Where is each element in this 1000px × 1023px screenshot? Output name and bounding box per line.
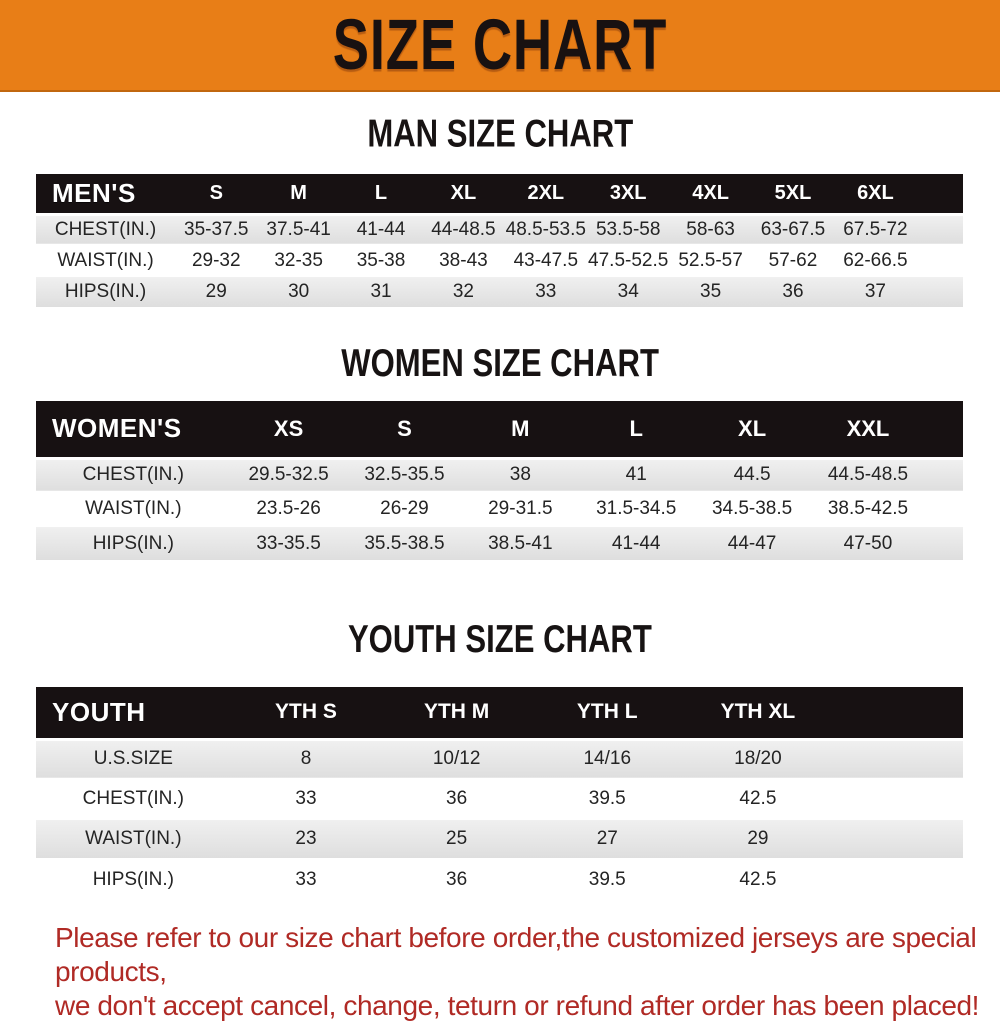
value-cell: 52.5-57	[669, 245, 751, 276]
value-cell: 39.5	[532, 779, 683, 819]
value-cell: 44-47	[694, 526, 810, 560]
value-cell: 33	[231, 779, 382, 819]
value-cell: 35.5-38.5	[347, 526, 463, 560]
size-column-header: YTH M	[381, 687, 532, 739]
value-cell: 38	[462, 458, 578, 492]
table-row	[36, 276, 963, 307]
value-cell: 58-63	[669, 214, 751, 245]
footer-line-2: we don't accept cancel, change, teturn or refund after order has been placed!	[55, 990, 980, 1022]
size-column-header: YTH XL	[683, 687, 834, 739]
row-label-cell: U.S.SIZE	[36, 739, 231, 779]
size-column-header: YTH S	[231, 687, 382, 739]
value-cell: 38.5-41	[462, 526, 578, 560]
value-cell: 36	[381, 859, 532, 899]
footer-note	[55, 921, 990, 1023]
value-cell: 57-62	[752, 245, 834, 276]
value-cell: 32-35	[257, 245, 339, 276]
value-cell: 8	[231, 739, 382, 779]
table-title-cell: MEN'S	[36, 174, 175, 214]
value-cell: 18/20	[683, 739, 834, 779]
spacer-cell	[833, 687, 963, 739]
table-title-cell: WOMEN'S	[36, 401, 231, 458]
value-cell: 23	[231, 819, 382, 859]
row-label-cell: CHEST(IN.)	[36, 458, 231, 492]
value-cell: 31.5-34.5	[578, 492, 694, 526]
value-cell: 14/16	[532, 739, 683, 779]
table-row	[36, 214, 963, 245]
size-column-header: S	[175, 174, 257, 214]
value-cell: 23.5-26	[231, 492, 347, 526]
row-label-cell: WAIST(IN.)	[36, 819, 231, 859]
value-cell: 62-66.5	[834, 245, 916, 276]
value-cell: 47.5-52.5	[587, 245, 669, 276]
women-section-heading-text: WOMEN SIZE CHART	[341, 340, 659, 385]
banner-title: SIZE CHART	[332, 5, 668, 85]
table-header-row	[36, 401, 963, 458]
row-label-cell: CHEST(IN.)	[36, 779, 231, 819]
value-cell: 36	[752, 276, 834, 307]
size-column-header: M	[462, 401, 578, 458]
table-row	[36, 492, 963, 526]
table-row	[36, 819, 963, 859]
value-cell: 33	[231, 859, 382, 899]
youth-section-heading	[0, 616, 1000, 661]
value-cell: 32	[422, 276, 504, 307]
value-cell: 29	[683, 819, 834, 859]
spacer-cell	[917, 174, 963, 214]
man-section-heading	[0, 111, 1000, 156]
value-cell: 47-50	[810, 526, 926, 560]
row-label-cell: HIPS(IN.)	[36, 859, 231, 899]
value-cell: 43-47.5	[505, 245, 587, 276]
value-cell: 35-37.5	[175, 214, 257, 245]
banner	[0, 0, 1000, 92]
value-cell: 36	[381, 779, 532, 819]
spacer-cell	[917, 245, 963, 276]
value-cell: 35	[669, 276, 751, 307]
row-label-cell: WAIST(IN.)	[36, 245, 175, 276]
table-row	[36, 458, 963, 492]
value-cell: 48.5-53.5	[505, 214, 587, 245]
size-column-header: 6XL	[834, 174, 916, 214]
value-cell: 63-67.5	[752, 214, 834, 245]
row-label-cell: WAIST(IN.)	[36, 492, 231, 526]
youth-section-heading-text: YOUTH SIZE CHART	[348, 616, 652, 661]
spacer-cell	[833, 819, 963, 859]
value-cell: 32.5-35.5	[347, 458, 463, 492]
value-cell: 39.5	[532, 859, 683, 899]
size-column-header: S	[347, 401, 463, 458]
value-cell: 38-43	[422, 245, 504, 276]
value-cell: 34.5-38.5	[694, 492, 810, 526]
value-cell: 29-32	[175, 245, 257, 276]
table-row	[36, 526, 963, 560]
table-header-row	[36, 687, 963, 739]
value-cell: 44-48.5	[422, 214, 504, 245]
footer-line-1: Please refer to our size chart before order,the customized jerseys are special products,	[55, 922, 977, 988]
value-cell: 53.5-58	[587, 214, 669, 245]
spacer-cell	[833, 739, 963, 779]
value-cell: 35-38	[340, 245, 422, 276]
table-row	[36, 739, 963, 779]
size-column-header: M	[257, 174, 339, 214]
value-cell: 34	[587, 276, 669, 307]
spacer-cell	[926, 458, 963, 492]
table-header-row	[36, 174, 963, 214]
size-column-header: XS	[231, 401, 347, 458]
spacer-cell	[833, 859, 963, 899]
row-label-cell: CHEST(IN.)	[36, 214, 175, 245]
size-column-header: 5XL	[752, 174, 834, 214]
man-section-heading-text: MAN SIZE CHART	[367, 111, 633, 156]
spacer-cell	[917, 214, 963, 245]
size-column-header: L	[578, 401, 694, 458]
value-cell: 42.5	[683, 779, 834, 819]
men-size-table	[36, 174, 963, 307]
value-cell: 37.5-41	[257, 214, 339, 245]
spacer-cell	[926, 401, 963, 458]
table-row	[36, 859, 963, 899]
size-column-header: XL	[694, 401, 810, 458]
size-column-header: 2XL	[505, 174, 587, 214]
value-cell: 33	[505, 276, 587, 307]
value-cell: 38.5-42.5	[810, 492, 926, 526]
size-column-header: L	[340, 174, 422, 214]
value-cell: 44.5	[694, 458, 810, 492]
row-label-cell: HIPS(IN.)	[36, 276, 175, 307]
value-cell: 30	[257, 276, 339, 307]
spacer-cell	[833, 779, 963, 819]
value-cell: 29	[175, 276, 257, 307]
spacer-cell	[917, 276, 963, 307]
size-column-header: XXL	[810, 401, 926, 458]
size-column-header: 3XL	[587, 174, 669, 214]
value-cell: 25	[381, 819, 532, 859]
value-cell: 10/12	[381, 739, 532, 779]
value-cell: 26-29	[347, 492, 463, 526]
table-row	[36, 779, 963, 819]
value-cell: 41	[578, 458, 694, 492]
women-section-heading	[0, 340, 1000, 385]
value-cell: 37	[834, 276, 916, 307]
table-row	[36, 245, 963, 276]
value-cell: 31	[340, 276, 422, 307]
value-cell: 42.5	[683, 859, 834, 899]
spacer-cell	[926, 526, 963, 560]
value-cell: 29.5-32.5	[231, 458, 347, 492]
value-cell: 27	[532, 819, 683, 859]
size-column-header: XL	[422, 174, 504, 214]
value-cell: 29-31.5	[462, 492, 578, 526]
table-title-cell: YOUTH	[36, 687, 231, 739]
women-size-table	[36, 401, 963, 560]
value-cell: 41-44	[578, 526, 694, 560]
value-cell: 33-35.5	[231, 526, 347, 560]
size-column-header: YTH L	[532, 687, 683, 739]
size-column-header: 4XL	[669, 174, 751, 214]
spacer-cell	[926, 492, 963, 526]
value-cell: 44.5-48.5	[810, 458, 926, 492]
value-cell: 41-44	[340, 214, 422, 245]
row-label-cell: HIPS(IN.)	[36, 526, 231, 560]
youth-size-table	[36, 687, 963, 899]
value-cell: 67.5-72	[834, 214, 916, 245]
